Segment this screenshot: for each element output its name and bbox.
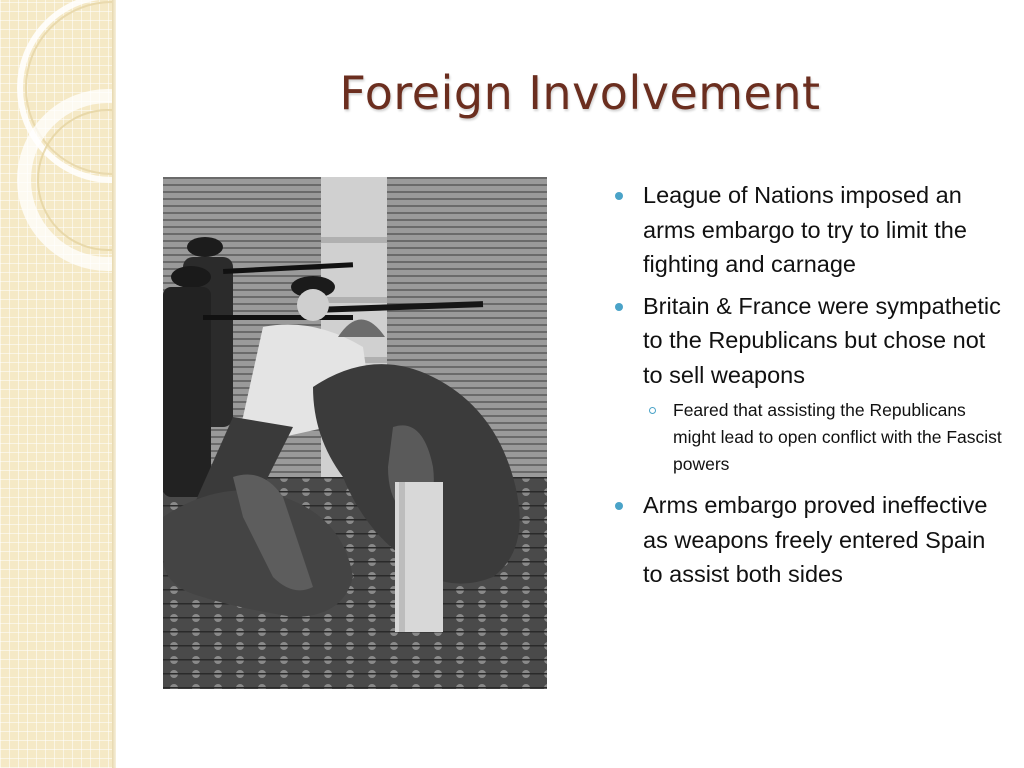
- decorative-side-band: [0, 0, 112, 768]
- bullet-item: Arms embargo proved ineffective as weapons freely entered Spain to assist both sides: [610, 488, 1006, 592]
- sub-bullet-item: Feared that assisting the Republicans might lead to open conflict with the Fascist powers: [610, 397, 1006, 478]
- bullet-list: [610, 178, 1006, 599]
- historical-photo: [163, 177, 547, 689]
- side-band-edge: [112, 0, 116, 768]
- bullet-item: League of Nations imposed an arms embargo to try to limit the fighting and carnage: [610, 178, 1006, 282]
- slide-title: Foreign Involvement: [339, 66, 821, 120]
- bullet-item: Britain & France were sympathetic to the Republicans but chose not to sell weapons: [610, 289, 1006, 393]
- historical-photo-icon: [163, 177, 547, 689]
- decorative-circles-icon: [0, 0, 112, 768]
